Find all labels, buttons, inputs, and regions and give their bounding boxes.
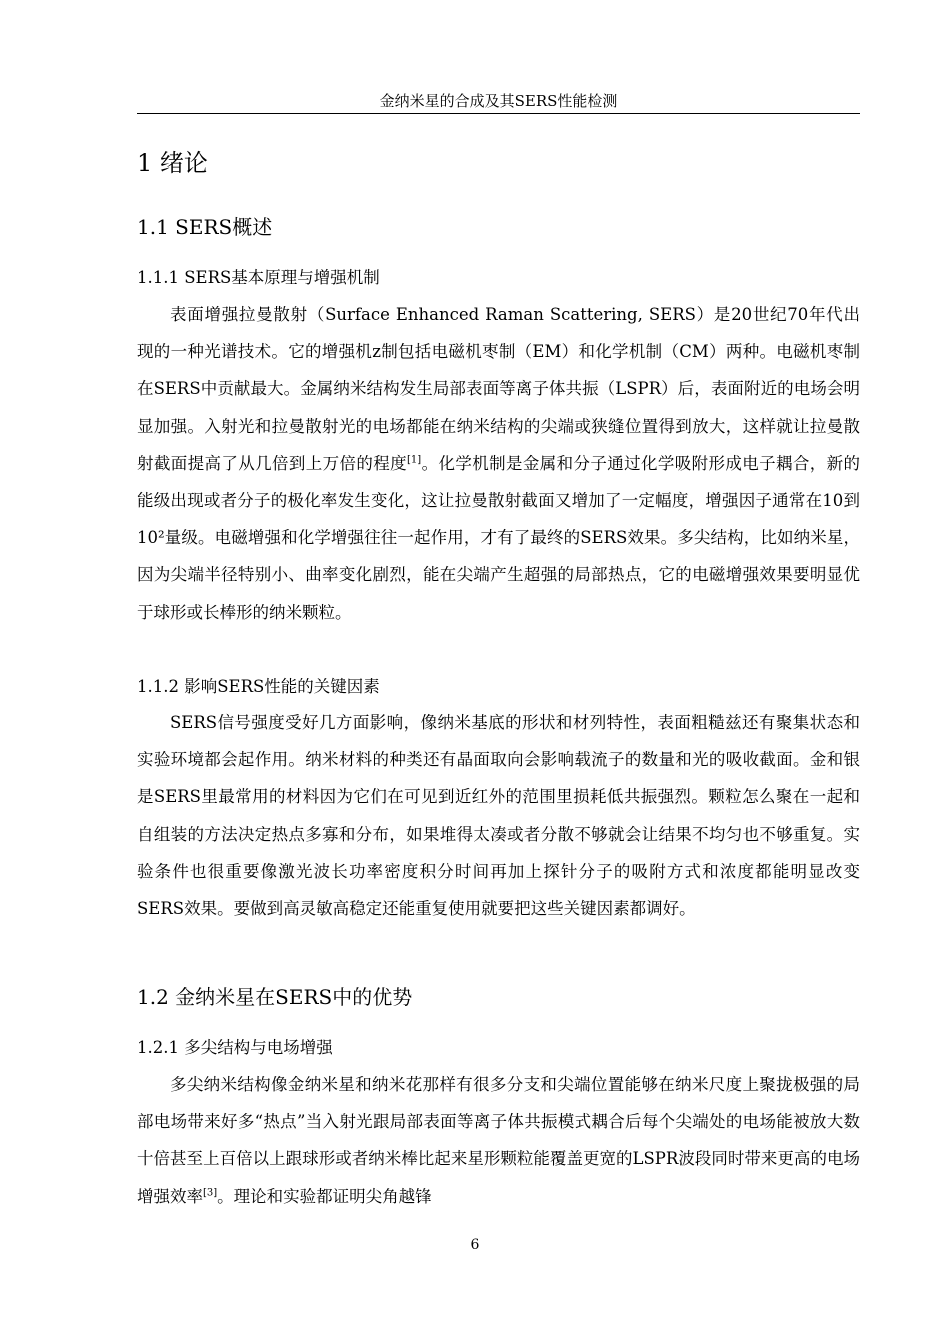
running-header: 金纳米星的合成及其SERS性能检测 (379, 92, 618, 110)
paragraph-1-2-1 (137, 1066, 860, 1215)
chapter-title: 1 绪论 (137, 149, 208, 177)
subsection-heading-1-1-2: 1.1.2 影响SERS性能的关键因素 (137, 677, 380, 696)
page-number: 6 (470, 1237, 480, 1253)
paragraph-text: 表面增强拉曼散射（Surface Enhanced Raman Scattering, SERS）是20世纪70年代出现的一种光谱技术。它的增强机z制包括电磁机枣制（EM）和化学机制（CM）两种。电磁机枣制在SERS中贡献最大。金属纳米结构发生局部表面等离子体共振（LSPR）后，表面附近的电场会明显加强。入射光和拉曼散射光的电场都能在纳米结构的尖端或狭缝位置得到放大，这样就让拉曼散射截面提高了从几倍到上万倍的程度 (137, 305, 860, 473)
paragraph-text: 。理论和实验都证明尖角越锋 (217, 1186, 432, 1206)
paragraph-1-1-1 (137, 296, 860, 631)
citation-ref-1: [1] (407, 454, 422, 466)
section-heading-1-2: 1.2 金纳米星在SERS中的优势 (137, 985, 413, 1009)
section-heading-1-1: 1.1 SERS概述 (137, 215, 273, 239)
header-rule (137, 113, 860, 114)
paragraph-1-1-2: SERS信号强度受好几方面影响，像纳米基底的形状和材列特性，表面粗糙兹还有聚集状态和实验环境都会起作用。纳米材料的种类还有晶面取向会影响载流子的数量和光的吸收截面。金和银是SERS里最常用的材料因为它们在可见到近红外的范围里损耗低共振强烈。颗粒怎么聚在一起和自组装的方法决定热点多寡和分布，如果堆得太凑或者分散不够就会让结果不均匀也不够重复。实验条件也很重要像激光波长功率密度积分时间再加上探针分子的吸附方式和浓度都能明显改变SERS效果。要做到高灵敏高稳定还能重复使用就要把这些关键因素都调好。 (137, 713, 860, 919)
subsection-heading-1-2-1: 1.2.1 多尖结构与电场增强 (137, 1038, 333, 1057)
subsection-heading-1-1-1: 1.1.1 SERS基本原理与增强机制 (137, 268, 380, 287)
paragraph-text: 多尖纳米结构像金纳米星和纳米花那样有很多分支和尖端位置能够在纳米尺度上聚拢极强的局部电场带来好多“热点”当入射光跟局部表面等离子体共振模式耦合后每个尖端处的电场能被放大数十倍甚至上百倍以上跟球形或者纳米棒比起来星形颗粒能覆盖更宽的LSPR波段同时带来更高的电场增强效率 (137, 1075, 860, 1206)
paragraph-text: 。化学机制是金属和分子通过化学吸附形成电子耦合，新的能级出现或者分子的极化率发生变化，这让拉曼散射截面又增加了一定幅度，增强因子通常在10到10²量级。电磁增强和化学增强往往一起作用，才有了最终的SERS效果。多尖结构，比如纳米星，因为尖端半径特别小、曲率变化剧烈，能在尖端产生超强的局部热点，它的电磁增强效果要明显优于球形或长棒形的纳米颗粒。 (137, 453, 861, 622)
citation-ref-3: [3] (203, 1187, 218, 1199)
